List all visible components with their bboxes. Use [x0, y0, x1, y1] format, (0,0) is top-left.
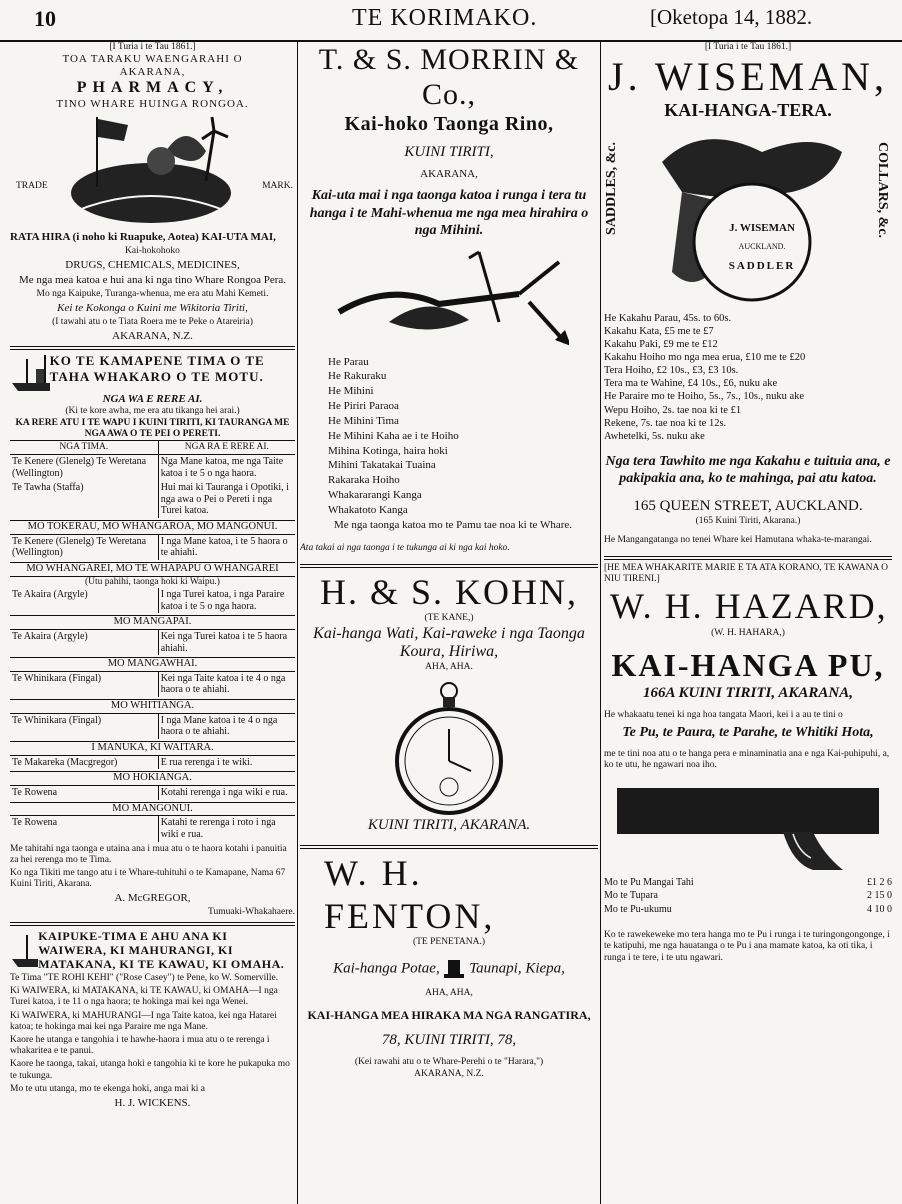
list-item-tail: Me nga taonga katoa mo te Pamu tae noa ki te Whare.: [333, 518, 573, 531]
morrin-street: KUINI TIRITI,: [404, 144, 494, 161]
th-days: NGA RA E RERE AI.: [158, 441, 295, 455]
ship-cell: Te Akaira (Argyle): [12, 588, 88, 600]
divider: [300, 845, 598, 849]
hazard-p1: He whakaatu tenei ki nga hoa tangata Maori, kei i a au te tini o: [604, 710, 843, 721]
list-item: Whakararangi Kanga: [328, 489, 422, 502]
pharmacy-line-3: DRUGS, CHEMICALS, MEDICINES,: [65, 259, 240, 272]
trade-mark-illustration-icon: [66, 111, 236, 227]
table-row: [10, 714, 295, 740]
saddle-city: AUCKLAND.: [738, 241, 786, 251]
issue-date: [Oketopa 14, 1882.: [650, 5, 813, 29]
ship-cell: Te Whinikara (Fingal): [12, 714, 102, 726]
wiseman-title: J. WISEMAN,: [608, 54, 888, 100]
table-row: [10, 535, 295, 561]
kaipuke-sign: H. J. WICKENS.: [114, 1097, 191, 1110]
pharmacy-line-7: (I tawahi atu o te Tiata Roera me te Peke o Atareiria): [52, 317, 253, 328]
fenton-address: 78, KUINI TIRITI, 78,: [381, 1031, 517, 1048]
pharmacy-est: [I Turia i te Tau 1861.]: [109, 42, 196, 52]
days-cell: Hui mai ki Tauranga i Opotiki, i nga awa o Pei o Pereti i nga Turei katoa.: [158, 481, 295, 518]
table-row: [604, 889, 892, 903]
days-cell: Katahi te rerenga i roto i nga wiki e rua.: [158, 816, 295, 842]
table-row: [10, 630, 295, 656]
steam-company-ad: [10, 353, 295, 918]
wiseman-sub: KAI-HANGA-TERA.: [664, 100, 832, 121]
pharmacy-line-6: Kei te Kokonga o Kuini me Wikitoria Tiriti,: [57, 302, 248, 315]
list-item: He Mihini: [328, 385, 374, 398]
steam-footer-1: Me tahitahi nga taonga e utaina ana i mua atu o te haora kotahi i panuitia za hei rerenga mo te Tima.: [10, 843, 287, 865]
list-item: Kakahu Paki, £9 me te £12: [604, 338, 718, 350]
list-item: He Mihini Tima: [328, 414, 399, 427]
ship-cell: Te Akaira (Argyle): [12, 630, 88, 642]
table-row: [604, 903, 892, 917]
wiseman-price-list: [604, 312, 892, 443]
table-row: [10, 588, 295, 614]
steamship-icon: [10, 353, 50, 393]
pharmacy-subtitle: TINO WHARE HUINGA RONGOA.: [56, 98, 249, 111]
divider: [10, 922, 295, 926]
steam-schedule-table: [10, 440, 295, 518]
morrin-ad: [300, 42, 598, 554]
list-item: Rekene, 7s. tae noa ki te 12s.: [604, 417, 727, 429]
ship-cell: Te Kenere (Glenelg) Te Weretana (Wellington): [12, 456, 147, 480]
ship-cell: Te Rowena: [12, 786, 58, 798]
list-item: He Kakahu Parau, 45s. to 60s.: [604, 312, 732, 324]
list-item: Kakahu Hoiho mo nga mea erua, £10 me te £20: [604, 352, 806, 363]
morrin-title: T. & S. MORRIN & Co.,: [318, 43, 580, 112]
morrin-footer: Ata takai ai nga taonga i te tukunga ai ki nga kai hoko.: [300, 542, 510, 553]
trade-mark-block: [10, 111, 295, 229]
pharmacy-title-1: TOA TARAKU WAENGARAHI O: [62, 53, 243, 66]
hazard-sub: (W. H. HAHARA,): [711, 627, 785, 638]
list-item: Kakahu Kata, £5 me te £7: [604, 325, 714, 337]
fenton-title: W. H. FENTON,: [324, 853, 496, 936]
wiseman-est: [I Turia i te Tau 1861.]: [704, 42, 792, 52]
steam-agent: A. McGREGOR,: [114, 892, 191, 905]
pharmacy-line-5: Mo nga Kaipuke, Turanga-whenua, me era atu Mahi Kemeti.: [36, 289, 269, 300]
steam-subtitle: NGA WA E RERE AI.: [102, 393, 203, 406]
list-item: Whakatoto Kanga: [328, 503, 408, 516]
table-row: [604, 876, 892, 890]
kaipuke-p3: Ki WAIWERA, ki MAHURANGI—I nga Taite katoa, kei nga Hatarei katoa; te hokinga mai kei nga Paraire me nga Mane.: [10, 1010, 277, 1032]
wiseman-footer: He Mangangatanga no tenei Whare kei Hamutana whaka-te-marangai.: [604, 534, 872, 545]
table-row: [10, 672, 295, 698]
table-row: [10, 816, 295, 842]
pharmacy-line-8: AKARANA, N.Z.: [112, 330, 193, 343]
steam-route: KA RERE ATU I TE WAPU I KUINI TIRITI, KI TAURANGA ME NGA AWA O TE PEI O PERETI.: [15, 417, 290, 439]
kohn-sub: (TE KANE,): [424, 613, 474, 624]
section-manuka: I MANUKA, KI WAITARA.: [10, 741, 295, 755]
fenton-line-2: KAI-HANGA MEA HIRAKA MA NGA RANGATIRA,: [307, 1007, 591, 1022]
list-item: Wepu Hoiho, 2s. tae noa ki te £1: [604, 404, 742, 416]
hazard-appointment: [HE MEA WHAKARITE MARIE E TA ATA KORANO, TE KAWANA O NIU TIRENI.]: [604, 562, 889, 585]
saddle-block: [604, 122, 892, 312]
kohn-ad: [300, 571, 598, 835]
table-row: [10, 756, 295, 770]
pharmacy-line-2: Kai-hokohoko: [125, 245, 180, 256]
trade-label: TRADE: [16, 180, 48, 191]
ship-cell: Te Kenere (Glenelg) Te Weretana (Wellington): [12, 535, 147, 559]
days-cell: Kei nga Turei katoa i te 5 haora ahiahi.: [158, 630, 295, 656]
kaipuke-p2: Ki WAIWERA, ki MATAKANA, ki TE KAWAU, ki OMAHA—I nga Turei katoa, i te 11 o nga haora; te hokinga mai kei nga Wenei.: [10, 986, 278, 1008]
morrin-city: AKARANA,: [420, 168, 478, 181]
hazard-title: W. H. HAZARD,: [610, 586, 888, 627]
wiseman-street-mi: (165 Kuini Tiriti, Akarana.): [695, 515, 801, 526]
list-item: Rakaraka Hoiho: [328, 474, 400, 487]
list-item: He Paraire mo te Hoiho, 5s., 7s., 10s., nuku ake: [604, 391, 805, 403]
hazard-footer: Ko te rawekeweke mo tera hanga mo te Pu i runga i te turingongongonge, i te katipuhi, me nga hauatanga o te Pu i ana mamate katoa, ka oti tika, i runga i te tere, i te utu ngawari.: [604, 930, 890, 963]
fenton-line-1b: Taunapi, Kiepa,: [469, 960, 565, 977]
pocket-watch-icon: [389, 675, 509, 815]
saddle-name: J. WISEMAN: [729, 221, 795, 234]
column-rule-1: [297, 42, 298, 1204]
price-item: Mo te Pu-ukumu: [604, 903, 672, 915]
kohn-address: KUINI TIRITI, AKARANA.: [367, 817, 531, 834]
section-tokerau: MO TOKERAU, MO WHANGAROA, MO MANGONUI.: [10, 520, 295, 534]
mark-label: MARK.: [262, 180, 293, 191]
list-item: He Parau: [328, 355, 369, 368]
days-cell: I nga Mane katoa, i te 5 haora o te ahiahi.: [158, 535, 295, 561]
side-label-saddles: SADDLES, &c.: [604, 141, 619, 235]
shotgun-icon: [613, 774, 883, 874]
wiseman-street: 165 QUEEN STREET, AUCKLAND.: [633, 497, 863, 514]
section-mangonui: MO MANGONUI.: [10, 802, 295, 816]
days-cell: Nga Mane katoa, me nga Taite katoa i te 5 o nga haora.: [158, 455, 295, 481]
hazard-goods: Te Pu, te Paura, te Parahe, te Whitiki Hota,: [622, 724, 874, 740]
plough-icon: [329, 242, 569, 352]
side-label-collars: COLLARS, &c.: [875, 141, 890, 238]
pharmacy-line-1: RATA HIRA (i noho ki Ruapuke, Aotea) KAI-UTA MAI,: [10, 230, 276, 243]
kaipuke-p6: Mo te utu utanga, mo te ekenga hoki, anga mai ki a: [10, 1083, 205, 1094]
pharmacy-ad: [10, 42, 295, 343]
section-whitianga: MO WHITIANGA.: [10, 699, 295, 713]
morrin-item-list: [300, 355, 598, 533]
ship-cell: Te Whinikara (Fingal): [12, 672, 102, 684]
ship-cell: Te Tawha (Staffa): [12, 481, 84, 493]
pharmacy-line-4: Me nga mea katoa e hui ana ki nga tino Whare Rongoa Pera.: [18, 274, 287, 287]
morrin-sub: Kai-hoko Taonga Rino,: [344, 112, 554, 135]
column-3: [604, 42, 892, 1204]
hazard-p2: me te tini noa atu o te hanga pera e minaminatia ana e nga Kai-puhipuhi, a, ko te utu, he ngawari noa iho.: [604, 749, 890, 771]
list-item: Tera Hoiho, £2 10s., £3, £3 10s.: [604, 365, 739, 377]
kaipuke-ad: [10, 929, 295, 1110]
price-item: Mo te Pu Mangai Tahi: [604, 876, 694, 888]
kohn-aha: AHA, AHA.: [425, 662, 473, 673]
column-rule-2: [600, 42, 601, 1204]
table-row: [10, 481, 295, 518]
kaipuke-p1: Te Tima "TE ROHI KEHI" ("Rose Casey") te Pene, ko W. Somerville.: [10, 973, 279, 984]
fenton-sub: (TE PENETANA.): [412, 937, 486, 948]
days-cell: Kotahi rerenga i nga wiki e rua.: [158, 786, 295, 800]
table-row: [10, 786, 295, 800]
list-item: Mihini Takatakai Tuaina: [328, 459, 436, 472]
kohn-line: Kai-hanga Wati, Kai-raweke i nga Taonga Koura, Hiriwa,: [313, 624, 585, 661]
fenton-note: (Kei rawahi atu o te Whare-Perehi o te "Harara,"): [354, 1057, 544, 1068]
list-item: Awhetelki, 5s. nuku ake: [604, 430, 705, 442]
page-number: 10: [34, 6, 56, 31]
price-value: 4 10 0: [867, 903, 892, 915]
days-cell: Kei nga Taite katoa i te 4 o nga haora o te ahiahi.: [158, 672, 295, 698]
page-header: [0, 0, 902, 42]
price-value: 2 15 0: [867, 890, 892, 902]
hazard-ad: [604, 563, 892, 964]
list-item: He Rakuraku: [328, 370, 387, 383]
pharmacy-word: PHARMACY,: [76, 79, 229, 97]
masthead: TE KORIMAKO.: [352, 5, 538, 31]
section-mangawhai: MO MANGAWHAI.: [10, 657, 295, 671]
days-cell: E rua rerenga i te wiki.: [158, 756, 295, 770]
column-2: [300, 42, 598, 1204]
list-item: Tera ma te Wahine, £4 10s., £6, nuku ake: [604, 378, 778, 390]
section-hokianga: MO HOKIANGA.: [10, 771, 295, 785]
hazard-price-table: [604, 876, 892, 917]
list-item: He Mihini Kaha ae i te Hoiho: [328, 429, 459, 442]
days-cell: I nga Mane katoa i te 4 o nga haora o te ahiahi.: [158, 714, 295, 740]
saddle-trade: SADDLER: [728, 259, 796, 272]
table-row: [10, 455, 295, 481]
section-whangarei: MO WHANGAREI, MO TE WHAPAPU O WHANGAREI: [10, 562, 295, 576]
kaipuke-title: KAIPUKE-TIMA E AHU ANA KI WAIWERA, KI MAHURANGI, KI MATAKANA, KI TE KAWAU, KI OMAHA.: [38, 928, 285, 971]
saddle-icon: [642, 122, 852, 308]
price-item: Mo te Tupara: [604, 890, 658, 902]
ship-cell: Te Makareka (Macgregor): [12, 756, 118, 768]
steam-footer-2: Ko nga Tikiti me tango atu i te Whare-tuhituhi o te Kamapane, Nama 67 Kuini Tiriti, Akarana.: [10, 867, 286, 890]
wiseman-ad: [604, 42, 892, 546]
steam-note: (Ki te kore awha, me era atu tikanga hei arai.): [65, 406, 240, 417]
kaipuke-p4: Kaore he utanga e tangohia i te hawhe-haora i mua atu o te rerenga i whakaritea e te panui.: [10, 1035, 270, 1057]
section-mangapai: MO MANGAPAI.: [10, 615, 295, 629]
hazard-trade: KAI-HANGA PU,: [611, 647, 885, 684]
top-hat-icon: [443, 958, 465, 980]
kohn-title: H. & S. KOHN,: [319, 571, 578, 612]
divider: [300, 564, 598, 568]
wiseman-slogan: Nga tera Tawhito me nga Kakahu e tuituia ana, e pakipakia ana, ko te mahinga, pai atu katoa.: [605, 453, 891, 487]
fenton-line-1a: Kai-hanga Potae,: [333, 960, 440, 977]
th-ships: NGA TIMA.: [10, 441, 158, 455]
kaipuke-p5: Kaore he taonga, takai, utanga hoki e tangohia ki te kore he pukapuka mo te tukunga.: [10, 1059, 290, 1081]
days-cell: I nga Turei katoa, i nga Paraire katoa i te 5 o nga haora.: [158, 588, 295, 614]
price-value: £1 2 6: [867, 876, 892, 888]
list-item: He Piriri Paraoa: [328, 400, 399, 413]
pharmacy-title-2: AKARANA,: [119, 66, 186, 79]
list-item: Mihina Kotinga, haira hoki: [328, 444, 448, 457]
fenton-city: AKARANA, N.Z.: [414, 1068, 484, 1079]
fenton-line-1: [300, 958, 598, 980]
fenton-ad: [300, 852, 598, 1080]
steam-title: KO TE KAMAPENE TIMA O TE TAHA WHAKARO O TE MOTU.: [49, 353, 265, 384]
fenton-aha: AHA, AHA,: [425, 988, 473, 999]
hazard-address: 166A KUINI TIRITI, AKARANA,: [643, 684, 853, 701]
divider: [604, 556, 892, 560]
divider: [10, 346, 295, 350]
steam-agent-title: Tumuaki-Whakahaere.: [208, 907, 295, 918]
whangarei-note: (Utu pahihi, taonga hoki ki Waipu.): [85, 576, 220, 587]
ship-cell: Te Rowena: [12, 816, 58, 828]
column-1: [10, 42, 295, 1204]
morrin-blurb: Kai-uta mai i nga taonga katoa i runga i tera tu hanga i te Mahi-whenua me nga mea hirahira o nga Mihini.: [309, 188, 589, 239]
steamship-icon: [10, 929, 38, 969]
